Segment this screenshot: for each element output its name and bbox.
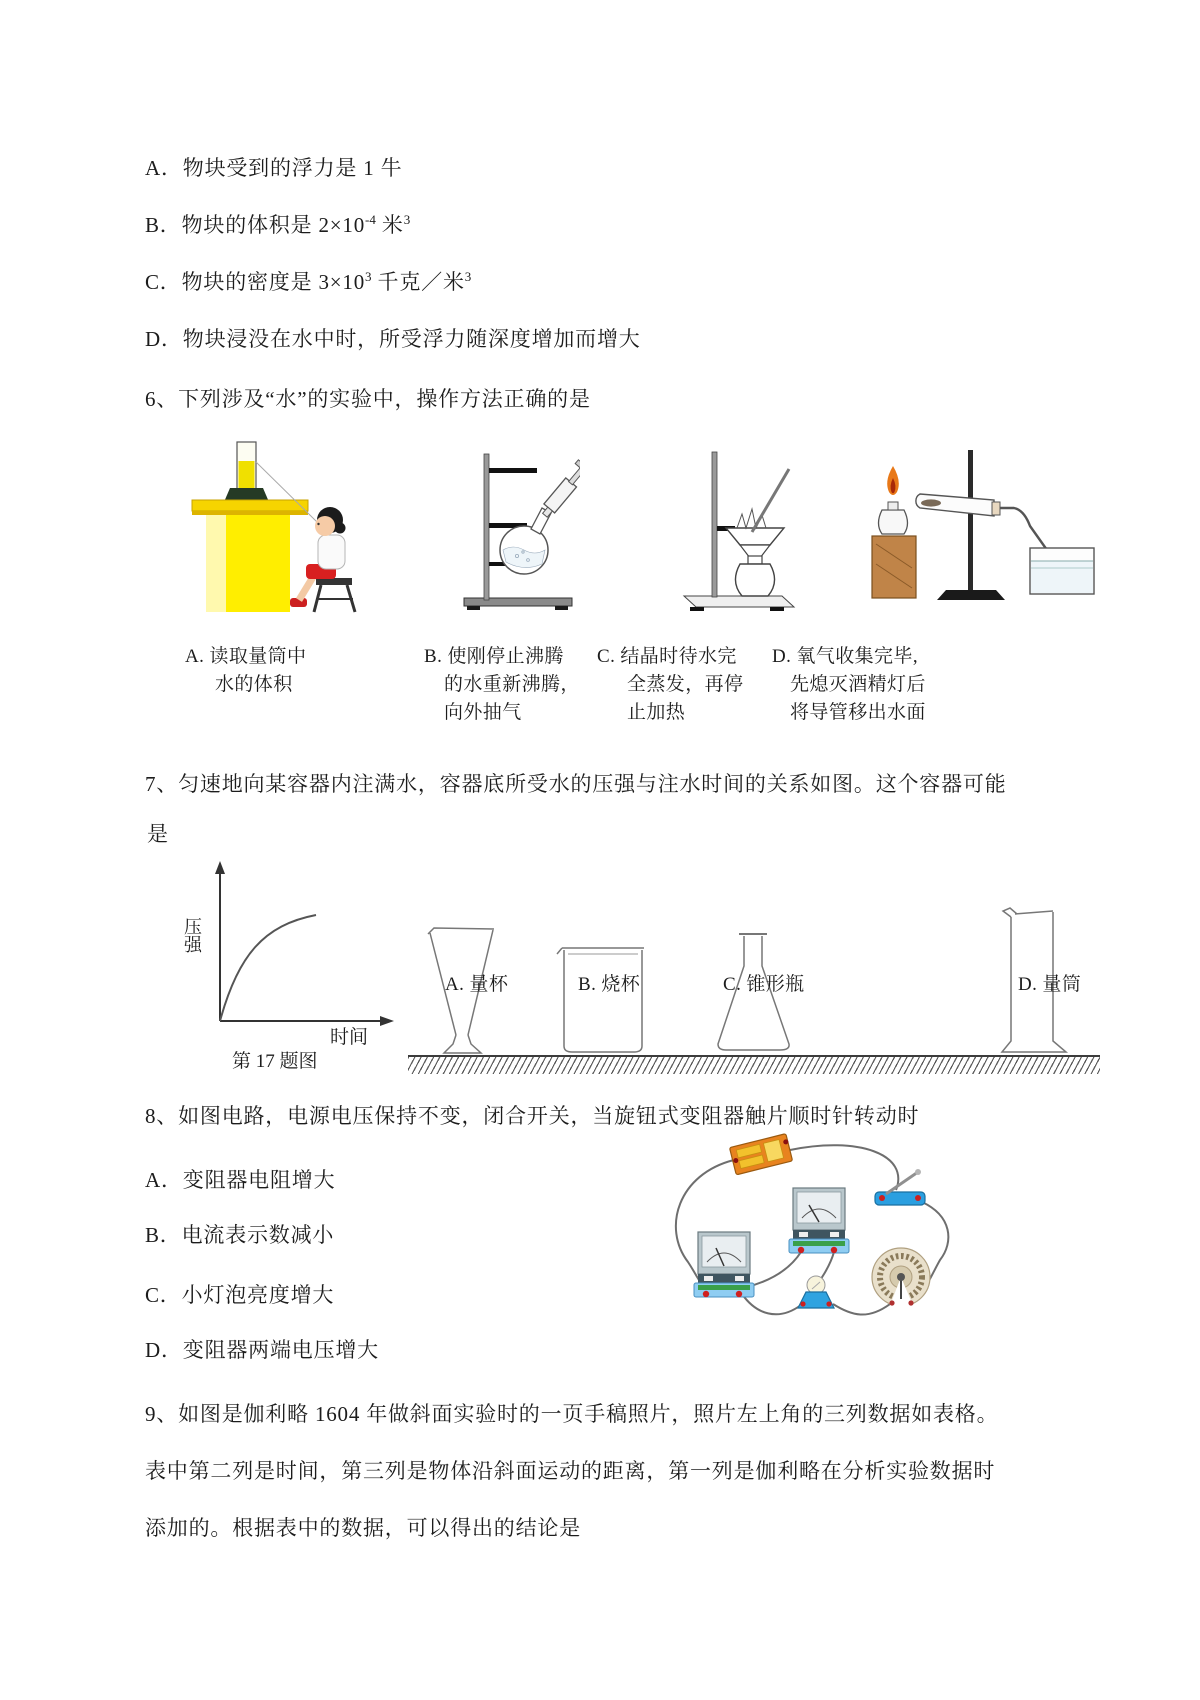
q6-figure-c-evaporation xyxy=(682,450,800,612)
table-edge xyxy=(192,511,308,515)
q8-option-d: D．变阻器两端电压增大 xyxy=(145,1338,379,1362)
q5-option-b-base: B．物块的体积是 2×10 xyxy=(145,213,365,237)
switch-lever xyxy=(886,1172,918,1194)
lamp xyxy=(798,1276,834,1308)
q5-option-b-unit: 米 xyxy=(375,213,404,237)
face xyxy=(315,516,335,536)
meter-terminal xyxy=(799,1232,808,1237)
wire xyxy=(747,1252,801,1287)
lamp-terminal xyxy=(826,1301,831,1306)
q5-option-d: D．物块浸没在水中时，所受浮力随深度增加而增大 xyxy=(145,327,641,351)
q6-caption-b-line1: B. 使刚停止沸腾 xyxy=(424,646,564,667)
binding-post xyxy=(831,1247,837,1253)
voltmeter xyxy=(789,1188,849,1253)
meter-face xyxy=(702,1236,746,1267)
meter-face xyxy=(797,1192,841,1223)
stand-foot xyxy=(555,606,568,610)
cylinder-spout xyxy=(1003,908,1017,917)
q7-stem-line1: 7、匀速地向某容器内注满水，容器底所受水的压强与注水时间的关系如图。这个容器可能 xyxy=(145,772,1007,796)
wire xyxy=(790,1145,898,1190)
battery-pack xyxy=(730,1134,794,1175)
q6-caption-b xyxy=(424,643,580,727)
q6-caption-a xyxy=(185,643,306,699)
rheostat-terminal xyxy=(908,1300,913,1305)
q6-caption-c xyxy=(597,643,743,727)
q7-label-beaker: B. 烧杯 xyxy=(578,974,641,995)
q5-option-b xyxy=(145,209,410,239)
stand-foot xyxy=(467,606,480,610)
evaporating-dish xyxy=(726,528,784,545)
switch xyxy=(875,1169,925,1205)
q6-caption-b-line3: 向外抽气 xyxy=(444,702,522,723)
cylinder-rim xyxy=(1015,911,1053,914)
q6-stem: 6、下列涉及“水”的实验中，操作方法正确的是 xyxy=(145,387,591,411)
stand-clamp xyxy=(489,468,537,473)
stopper xyxy=(992,502,1000,515)
trough-water xyxy=(1031,561,1093,593)
q5-option-c-base: C．物块的密度是 3×10 xyxy=(145,270,365,294)
q6-caption-b-line2: 的水重新沸腾， xyxy=(444,674,580,695)
beaker-spout xyxy=(557,948,562,954)
stand-base xyxy=(937,590,1005,600)
q5-option-c-unit: 千克／米 xyxy=(371,270,465,294)
q5-option-c xyxy=(145,266,471,296)
alcohol-lamp xyxy=(735,564,774,596)
hair-bun xyxy=(335,523,346,534)
stand-foot xyxy=(690,607,704,611)
rotary-rheostat xyxy=(872,1248,930,1308)
binding-post xyxy=(798,1247,804,1253)
switch-knob xyxy=(915,1169,921,1175)
cup-rim xyxy=(428,928,494,934)
q9-line2: 表中第二列是时间，第三列是物体沿斜面运动的距离，第一列是伽利略在分析实验数据时 xyxy=(145,1459,996,1483)
rheostat-knob xyxy=(897,1273,905,1281)
q6-caption-d-line3: 将导管移出水面 xyxy=(790,702,926,723)
q9-line3: 添加的。根据表中的数据，可以得出的结论是 xyxy=(145,1516,581,1540)
stand-pole xyxy=(968,450,973,590)
q7-pressure-time-graph xyxy=(180,855,415,1075)
q5-option-a: A．物块受到的浮力是 1 牛 xyxy=(145,156,403,180)
q8-circuit-figure xyxy=(648,1132,1033,1327)
cylinder-liquid xyxy=(239,461,255,489)
binding-post xyxy=(703,1291,709,1297)
q6-caption-c-line1: C. 结晶时待水完 xyxy=(597,646,737,667)
switch-terminal xyxy=(879,1195,885,1201)
meter-terminal xyxy=(830,1232,839,1237)
q6-caption-a-line1: A. 读取量筒中 xyxy=(185,646,307,667)
wire xyxy=(833,1304,890,1315)
x-axis-arrow xyxy=(380,1016,394,1026)
stand-base xyxy=(464,598,572,606)
glass-rod xyxy=(752,469,789,532)
ammeter xyxy=(694,1232,754,1297)
cup-foot xyxy=(444,1035,481,1053)
syringe-plunger xyxy=(569,467,580,485)
table-top xyxy=(192,500,308,511)
meter-terminal xyxy=(704,1276,713,1281)
q7-container-beaker xyxy=(556,940,651,1058)
q6-figure-d-oxygen-collection xyxy=(868,448,1100,610)
leg xyxy=(299,577,313,600)
q6-caption-a-line2: 水的体积 xyxy=(215,674,293,695)
q6-caption-d-line1: D. 氧气收集完毕, xyxy=(772,646,918,667)
q7-label-measuring-cylinder: D. 量筒 xyxy=(1018,974,1082,995)
graph-xlabel: 时间 xyxy=(330,1027,369,1048)
table-highlight xyxy=(206,515,226,612)
lamp-cap xyxy=(888,502,898,510)
q5-option-c-exponent: 3 xyxy=(365,269,372,284)
q6-caption-d xyxy=(772,643,926,727)
q5-option-b-exponent: -4 xyxy=(365,212,376,227)
syringe xyxy=(537,460,580,521)
stand-pole xyxy=(484,454,489,600)
meter-base-strip xyxy=(698,1285,750,1290)
spirit-lamp xyxy=(879,510,908,534)
y-axis-arrow xyxy=(215,861,225,874)
stool-seat xyxy=(316,578,352,585)
q8-option-c: C．小灯泡亮度增大 xyxy=(145,1283,335,1307)
q5-option-b-unit-exponent: 3 xyxy=(403,212,411,227)
graph-caption: 第 17 题图 xyxy=(232,1051,318,1072)
shirt xyxy=(318,535,345,569)
q8-option-a: A．变阻器电阻增大 xyxy=(145,1168,336,1192)
tube-contents xyxy=(921,499,941,506)
q7-label-measuring-cup: A. 量杯 xyxy=(445,974,509,995)
meter-terminal xyxy=(735,1276,744,1281)
stand-base xyxy=(684,596,794,607)
meter-base-strip xyxy=(793,1241,845,1246)
graph-ylabel: 压强 xyxy=(182,917,202,953)
stand-foot xyxy=(770,607,784,611)
eye xyxy=(317,523,319,525)
binding-post xyxy=(736,1291,742,1297)
beaker-body xyxy=(564,950,642,1052)
switch-terminal xyxy=(915,1195,921,1201)
q6-figure-b-flask-syringe xyxy=(462,450,580,612)
q6-caption-d-line2: 先熄灭酒精灯后 xyxy=(790,674,926,695)
rheostat-terminal xyxy=(889,1300,894,1305)
lamp-terminal xyxy=(800,1301,805,1306)
q8-stem: 8、如图电路，电源电压保持不变，闭合开关，当旋钮式变阻器触片顺时针转动时 xyxy=(145,1104,920,1128)
lamp-cap xyxy=(748,556,762,564)
q8-option-b: B．电流表示数减小 xyxy=(145,1223,335,1247)
q7-label-conical-flask: C. 锥形瓶 xyxy=(723,974,805,995)
q9-line1: 9、如图是伽利略 1604 年做斜面实验时的一页手稿照片，照片左上角的三列数据如表格。 xyxy=(145,1402,999,1426)
q6-caption-c-line3: 止加热 xyxy=(627,702,686,723)
q7-stem-line2: 是 xyxy=(147,822,169,846)
q6-caption-c-line2: 全蒸发，再停 xyxy=(627,674,744,695)
stand-pole xyxy=(712,452,717,597)
q6-figure-a-cylinder-reading xyxy=(190,440,358,618)
pressure-curve xyxy=(220,915,316,1021)
q5-option-c-unit-exponent: 3 xyxy=(464,269,472,284)
